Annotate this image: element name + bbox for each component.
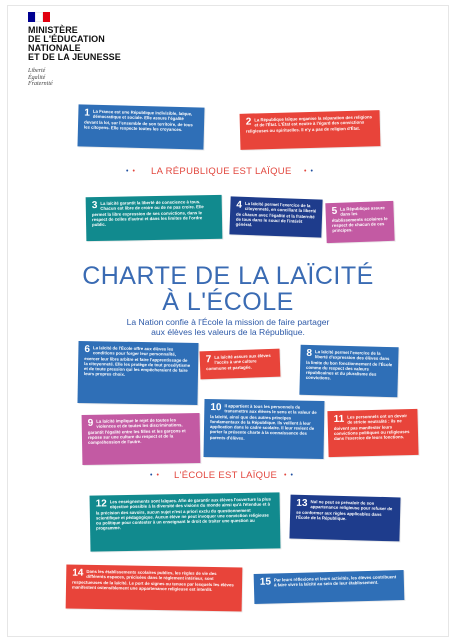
article-number: 6 xyxy=(84,344,91,356)
article-number: 9 xyxy=(87,417,94,429)
section-dots-right: •• xyxy=(304,168,317,175)
article-text: La laïcité permet l'exercice de la citoyenneté, en conciliant la liberté de chacun avec l'égalité et la fraternité de tous dans le souci de l'intérêt général. xyxy=(235,200,317,228)
article-7 xyxy=(200,349,281,380)
article-2 xyxy=(240,110,381,150)
article-text: La laïcité garantit la liberté de conscience à tous. Chacun est libre de croire ou de ne pas croire. Elle permet la libre expression de ses convictions, dans le respect de celles d'autrui et dans les limites de l'ordre public. xyxy=(91,199,204,228)
article-number: 5 xyxy=(331,205,338,217)
article-3 xyxy=(86,195,223,241)
article-number: 10 xyxy=(210,402,222,414)
article-number: 12 xyxy=(95,498,107,510)
article-text: Il appartient à tous les personnels de transmettre aux élèves le sens et la valeur de la laïcité, ainsi que des autres principes fondamentaux de la République. Ils veillent à leur application dans le cadre scolaire. Il leur revient de porter la présente charte à la connaissance des parents d'élèves. xyxy=(209,403,317,441)
section-dots-right: •• xyxy=(284,472,297,479)
article-5 xyxy=(325,201,394,243)
article-text: La République assure dans les établissements scolaires le respect de chacun de ces principes. xyxy=(331,205,388,234)
article-text: La République laïque organise la séparation des religions et de l'État. L'État est neutre à l'égard des convictions religieuses ou spirituelles. Il n'y a pas de religion d'État. xyxy=(245,114,373,134)
charter-subtitle: La Nation confie à l'École la mission de faire partager aux élèves les valeurs de la République. xyxy=(126,317,330,337)
article-text: La laïcité de l'École offre aux élèves les conditions pour forger leur personnalité, exercer leur libre arbitre et faire l'apprentissage de la citoyenneté. Elle les protège de tout prosélytisme et de toute pression qui les empêcheraient de faire leurs propres choix. xyxy=(83,345,191,378)
ministry-logo xyxy=(28,12,148,102)
ministry-motto: Liberté Égalité Fraternité xyxy=(28,68,53,87)
article-number: 7 xyxy=(205,353,212,366)
article-4 xyxy=(229,196,322,237)
article-9 xyxy=(82,413,201,465)
article-number: 3 xyxy=(91,199,98,212)
article-text: La laïcité implique le rejet de toutes les violences et de toutes les discriminations, garantit l'égalité entre les filles et les garçons et repose sur une culture du respect et de la compréhension de l'autre. xyxy=(87,417,186,446)
section-dots-left: •• xyxy=(150,472,163,479)
article-number: 8 xyxy=(306,347,313,360)
section-dots-left: •• xyxy=(126,168,139,175)
article-12 xyxy=(90,492,281,551)
article-number: 2 xyxy=(245,116,252,128)
charter-title-line1: CHARTE DE LA LAÏCITÉ xyxy=(82,262,374,290)
charter-title-line2: À L'ÉCOLE xyxy=(162,288,294,316)
article-text: Dans les établissements scolaires publics, les règles de vie des différents espaces, précisées dans le règlement intérieur, sont respectueuses de la laïcité. Le port de signes ou tenues par lesquels les élèves manifestent ostensiblement une appartenance religieuse est interdit. xyxy=(71,568,234,592)
article-text: Les enseignements sont laïques. Afin de garantir aux élèves l'ouverture la plus objective possible à la diversité des visions du monde ainsi qu'à l'étendue et à la précision des savoirs, aucun sujet n'est a priori exclu du questionnement scientifique et pédagogique. Aucun élève ne peut invoquer une conviction religieuse ou politique pour contester à un enseignant le droit de traiter une question au programme. xyxy=(95,496,271,532)
article-number: 1 xyxy=(84,107,91,119)
article-15 xyxy=(254,570,405,604)
article-number: 15 xyxy=(259,576,272,588)
french-flag-icon xyxy=(28,12,50,22)
article-number: 14 xyxy=(72,567,84,579)
article-number: 11 xyxy=(333,413,345,426)
article-10 xyxy=(204,399,325,459)
article-1 xyxy=(77,104,204,149)
article-number: 4 xyxy=(236,199,243,211)
article-number: 13 xyxy=(296,497,308,510)
article-13 xyxy=(289,495,400,542)
article-6 xyxy=(77,341,198,405)
article-text: Nul ne peut se prévaloir de son appartenance religieuse pour refuser de se conformer aux règles applicables dans l'École de la République. xyxy=(295,499,393,521)
charter-poster xyxy=(8,6,448,636)
article-14 xyxy=(66,564,243,611)
article-text: Les personnels ont un devoir de stricte neutralité : ils ne doivent pas manifester leurs convictions politiques ou religieuses dans l'exercice de leurs fonctions. xyxy=(333,413,410,442)
article-text: La France est une République indivisible, laïque, démocratique et sociale. Elle assure l'égalité devant la loi, sur l'ensemble de son territoire, de tous les citoyens. Elle respecte toutes les croyances. xyxy=(83,108,193,132)
article-text: Par leurs réflexions et leurs activités, les élèves contribuent à faire vivre la laïcité au sein de leur établissement. xyxy=(273,574,397,588)
article-11 xyxy=(327,409,418,457)
article-text: La laïcité assure aux élèves l'accès à une culture commune et partagée. xyxy=(206,352,271,371)
ministry-name: MINISTÈRE DE L'ÉDUCATION NATIONALE ET DE LA JEUNESSE xyxy=(28,25,121,62)
section-heading-school: L'ÉCOLE EST LAÏQUE xyxy=(174,470,278,481)
article-text: La laïcité permet l'exercice de la liberté d'expression des élèves dans la limite du bon fonctionnement de l'École comme du respect des valeurs républicaines et du pluralisme des convictions. xyxy=(305,349,393,382)
article-8 xyxy=(299,345,398,398)
section-heading-republic: LA RÉPUBLIQUE EST LAÏQUE xyxy=(151,166,292,177)
